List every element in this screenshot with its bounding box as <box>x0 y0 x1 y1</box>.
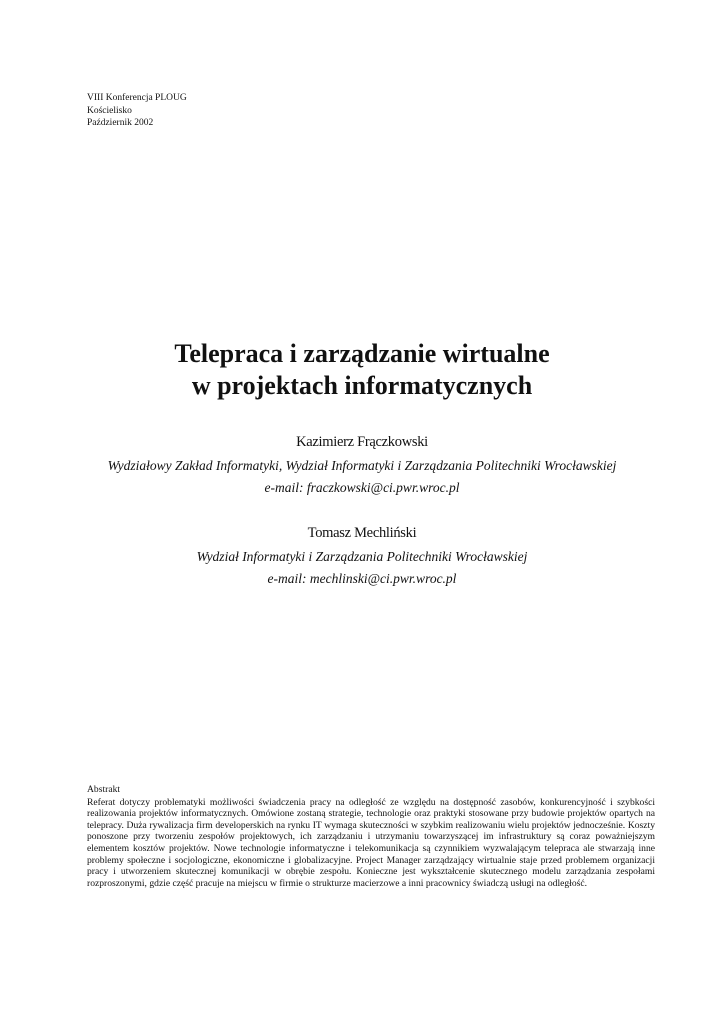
abstract-heading: Abstrakt <box>87 784 121 795</box>
conference-name: VIII Konferencja PLOUG <box>87 93 187 103</box>
author-block-2 <box>0 524 724 590</box>
conference-header <box>87 92 187 130</box>
abstract-section <box>87 784 655 889</box>
conference-date: Październik 2002 <box>87 118 154 128</box>
author-affiliation: Wydział Informatyki i Zarządzania Politechniki Wrocławskiej <box>196 549 528 564</box>
abstract-text: Referat dotyczy problematyki możliwości świadczenia pracy na odległość ze względu na dostępność zasobów, konkurencyjność i szybkości realizowania projektów informatycznych. Omówione zostaną strategie, technologie oraz praktyki stosowane przy budowie projektów opartych na telepracy. Duża rywalizacja firm developerskich na rynku IT wymaga skuteczności w szybkim realizowaniu wielu projektów jednocześnie. Koszty ponoszone przy tworzeniu zespołów projektowych, ich zarządzaniu i utrzymaniu towarzyszącej im infrastruktury są coraz poważniejszym elementem kosztów projektów. Nowe technologie informatyczne i telekomunikacja są czynnikiem wyzwalającym telepraca ale stwarzają inne problemy społeczne i socjologiczne, ekonomiczne i globalizacyjne. Project Manager zarządzający wirtualnie staje przed problemem organizacji pracy i utworzeniem skutecznej komunikacji w obrębie zespołu. Konieczne jest wykształcenie skutecznego modelu zarządzania zespołami rozproszonymi, gdzie część pracuje na miejscu w firmie o strukturze macierzowe a inni pracownicy świadczą usługi na odległość. <box>87 796 655 889</box>
author-affiliation: Wydziałowy Zakład Informatyki, Wydział Informatyki i Zarządzania Politechniki Wrocławskiej <box>107 458 617 473</box>
author-name: Tomasz Mechliński <box>307 525 417 541</box>
author-name: Kazimierz Frączkowski <box>296 434 428 450</box>
conference-location: Kościelisko <box>87 105 132 116</box>
author-email: e-mail: mechlinski@ci.pwr.wroc.pl <box>267 571 457 586</box>
paper-title-line-2: w projektach informatycznych <box>191 371 533 400</box>
author-email: e-mail: fraczkowski@ci.pwr.wroc.pl <box>264 480 460 495</box>
paper-title-line-1: Telepraca i zarządzanie wirtualne <box>174 339 550 368</box>
paper-title <box>0 338 724 402</box>
author-block-1 <box>0 433 724 499</box>
